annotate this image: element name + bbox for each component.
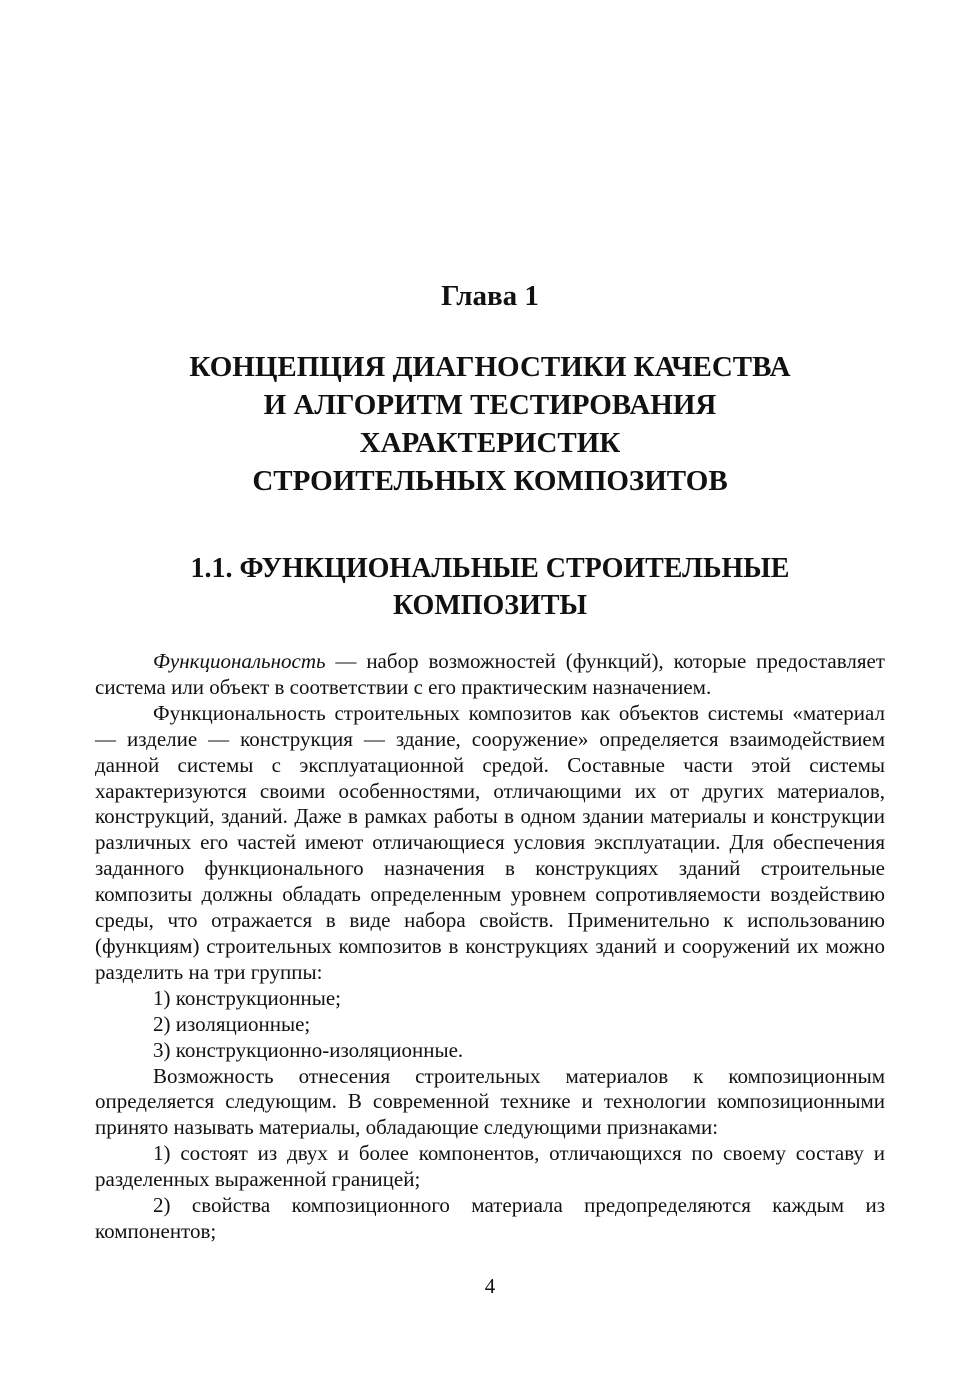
definition-paragraph [95, 649, 885, 701]
section-title-line: КОМПОЗИТЫ [392, 590, 588, 621]
section-title [90, 550, 890, 624]
list-item: 2) свойства композиционного материала предопределяются каждым из компонентов; [95, 1193, 885, 1243]
chapter-title-line: КОНЦЕПЦИЯ ДИАГНОСТИКИ КАЧЕСТВА [189, 351, 791, 383]
list-item: 2) изоляционные; [153, 1011, 311, 1036]
definition-text: — набор возможностей (функций), которые предоставляет система или объект в соответствии с его практическим назначением. [95, 649, 885, 699]
body-text [95, 649, 885, 1245]
chapter-title-line: И АЛГОРИТМ ТЕСТИРОВАНИЯ [263, 389, 717, 421]
chapter-title [90, 348, 890, 500]
list-item: 3) конструкционно-изоляционные. [153, 1037, 464, 1062]
list-item: 1) состоят из двух и более компонентов, отличающихся по своему составу и разделенных выраженной границей; [95, 1141, 885, 1192]
page-number: 4 [484, 1274, 496, 1298]
chapter-title-line: ХАРАКТЕРИСТИК [359, 427, 621, 459]
chapter-label: Глава 1 [441, 280, 539, 312]
defined-term: Функциональность [153, 649, 326, 673]
section-title-line: 1.1. ФУНКЦИОНАЛЬНЫЕ СТРОИТЕЛЬНЫЕ [190, 553, 790, 584]
chapter-title-line: СТРОИТЕЛЬНЫХ КОМПОЗИТОВ [252, 465, 728, 497]
paragraph: Функциональность строительных композитов как объектов системы «материал — изделие — конструкция — здание, сооружение» определяется взаимодействием данной системы с эксплуатационной средой. Составные части этой системы характеризуются своими особенностями, отличающими их от других материалов, конструкций, зданий. Даже в рамках работы в одном здании материалы и конструкции различных его частей имеют отличающиеся условия эксплуатации. Для обеспечения заданного функционального назначения в конструкциях зданий строительные композиты должны обладать определенным уровнем сопротивляемости воздействию среды, что отражается в виде набора свойств. Применительно к использованию (функциям) строительных композитов в конструкциях зданий и сооружений их можно разделить на три группы: [95, 700, 885, 984]
list-item: 1) конструкционные; [153, 985, 342, 1010]
paragraph: Возможность отнесения строительных материалов к композиционным определяется следующим. В современной технике и технологии композиционными принято называть материалы, обладающие следующими признаками: [95, 1063, 885, 1140]
